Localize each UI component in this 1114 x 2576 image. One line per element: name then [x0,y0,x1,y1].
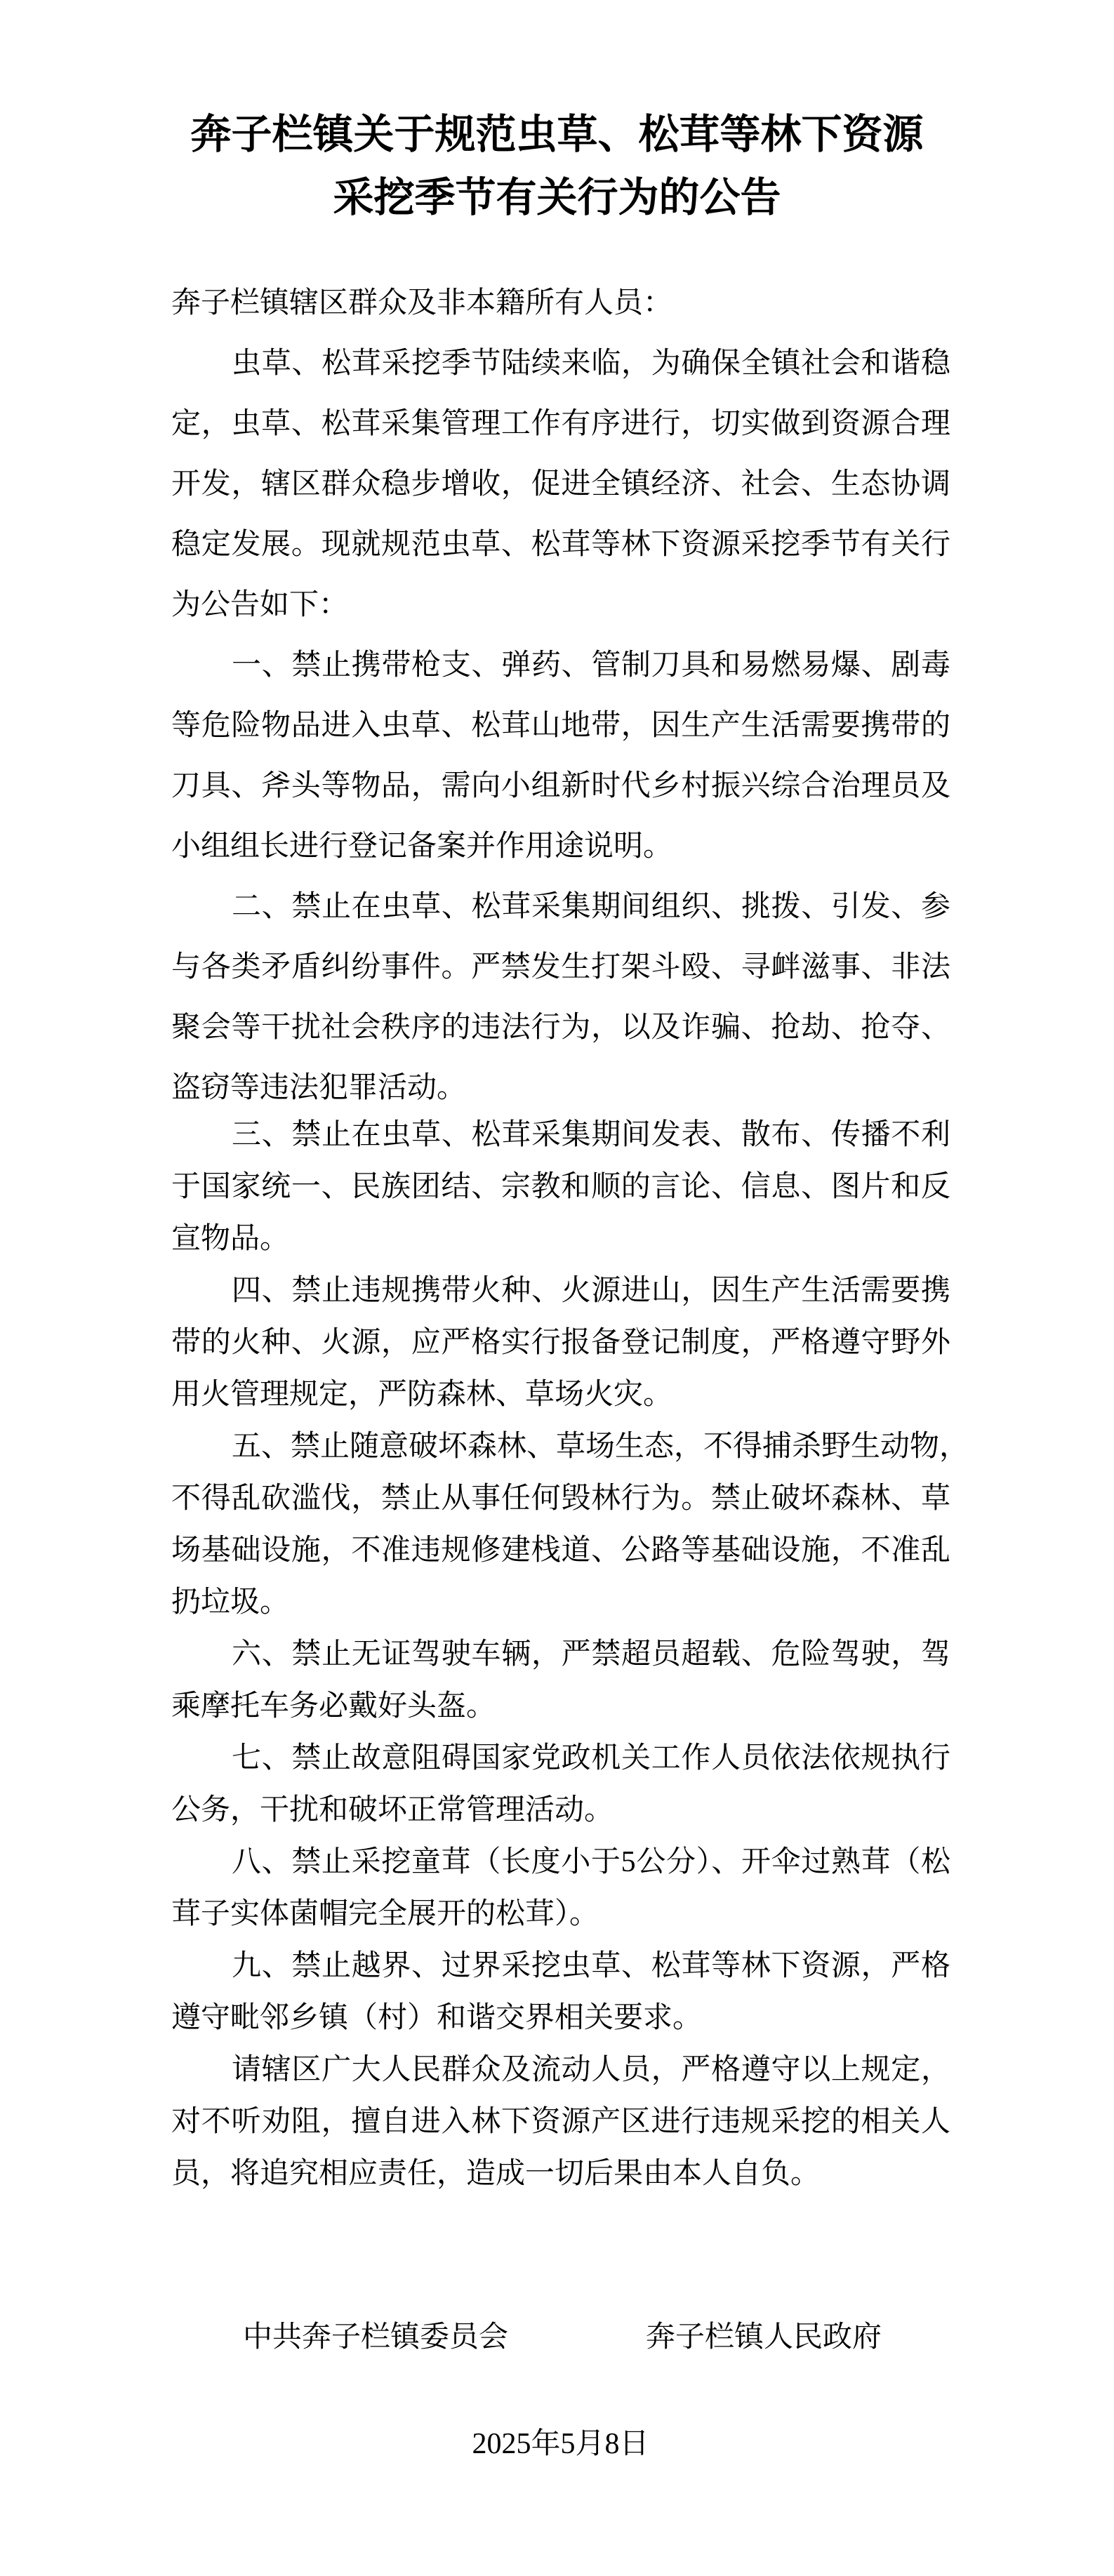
paragraph-line: 小组组长进行登记备案并作用途说明。 [171,830,673,863]
notice-date: 2025年5月8日 [472,2428,649,2460]
paragraph-line: 三、禁止在虫草、松茸采集期间发表、散布、传播不利 [232,1119,950,1151]
paragraph-line: 七、禁止故意阻碍国家党政机关工作人员依法依规执行 [232,1742,950,1774]
paragraph-line: 等危险物品进入虫草、松茸山地带，因生产生活需要携带的 [171,710,950,742]
paragraph-line: 九、禁止越界、过界采挖虫草、松茸等林下资源，严格 [232,1950,950,1982]
paragraph-line: 一、禁止携带枪支、弹药、管制刀具和易燃易爆、剧毒 [232,649,950,682]
paragraph-line: 对不听劝阻，擅自进入林下资源产区进行违规采挖的相关人 [171,2106,950,2138]
notice-body-part-2 [171,1109,969,2200]
paragraph-line: 用火管理规定，严防森林、草场火灾。 [171,1379,673,1411]
paragraph-line: 虫草、松茸采挖季节陆续来临，为确保全镇社会和谐稳 [232,347,950,380]
paragraph-line: 茸子实体菌帽完全展开的松茸）。 [171,1898,599,1930]
rule-item-3 [171,1109,950,1265]
rule-item-8 [171,1836,950,1940]
paragraph-line: 带的火种、火源，应严格实行报备登记制度，严格遵守野外 [171,1327,950,1359]
paragraph-line: 二、禁止在虫草、松茸采集期间组织、挑拨、引发、参 [232,891,950,923]
paragraph-line: 于国家统一、民族团结、宗教和顺的言论、信息、图片和反 [171,1171,950,1203]
rule-item-6 [171,1628,950,1732]
paragraph-line: 员，将追究相应责任，造成一切后果由本人自负。 [171,2158,821,2190]
paragraph-line: 五、禁止随意破坏森林、草场生态，不得捕杀野生动物， [232,1430,969,1463]
paragraph-line: 扔垃圾。 [171,1586,290,1619]
notice-title-line-2: 采挖季节有关行为的公告 [333,175,781,220]
rule-item-2 [171,877,950,1118]
paragraph-line: 乘摩托车务必戴好头盔。 [171,1690,496,1722]
closing-paragraph [171,2044,950,2200]
rule-item-7 [171,1732,950,1836]
paragraph-line: 开发，辖区群众稳步增收，促进全镇经济、社会、生态协调 [171,468,950,500]
notice-body-part-1 [171,273,950,1118]
rule-item-5 [171,1421,969,1628]
signature-government: 奔子栏镇人民政府 [646,2321,882,2353]
rule-item-9 [171,1940,950,2044]
paragraph-line: 稳定发展。现就规范虫草、松茸等林下资源采挖季节有关行 [171,529,950,561]
paragraph-line: 场基础设施，不准违规修建栈道、公路等基础设施，不准乱 [171,1534,950,1567]
paragraph-line: 公务，干扰和破坏正常管理活动。 [171,1794,614,1826]
paragraph-line: 请辖区广大人民群众及流动人员，严格遵守以上规定， [232,2054,950,2086]
paragraph-line: 定，虫草、松茸采集管理工作有序进行，切实做到资源合理 [171,408,950,440]
paragraph-line: 不得乱砍滥伐，禁止从事任何毁林行为。禁止破坏森林、草 [171,1482,950,1515]
paragraph-line: 刀具、斧头等物品，需向小组新时代乡村振兴综合治理员及 [171,770,950,802]
intro-paragraph [171,333,950,635]
paragraph-line: 与各类矛盾纠纷事件。严禁发生打架斗殴、寻衅滋事、非法 [171,951,950,983]
notice-title-line-1: 奔子栏镇关于规范虫草、松茸等林下资源 [190,112,924,157]
paragraph-line: 宣物品。 [171,1223,290,1255]
greeting: 奔子栏镇辖区群众及非本籍所有人员： [171,287,673,319]
paragraph-line: 为公告如下： [171,589,349,621]
paragraph-line: 八、禁止采挖童茸（长度小于5公分）、开伞过熟茸（松 [232,1846,950,1878]
paragraph-line: 遵守毗邻乡镇（村）和谐交界相关要求。 [171,2002,703,2034]
signature-party-committee: 中共奔子栏镇委员会 [243,2321,509,2353]
paragraph-line: 六、禁止无证驾驶车辆，严禁超员超载、危险驾驶，驾 [232,1638,950,1671]
paragraph-line: 四、禁止违规携带火种、火源进山，因生产生活需要携 [232,1275,950,1307]
rule-item-4 [171,1265,950,1421]
paragraph-line: 盗窃等违法犯罪活动。 [171,1072,467,1104]
rule-item-1 [171,635,950,877]
paragraph-line: 聚会等干扰社会秩序的违法行为，以及诈骗、抢劫、抢夺、 [171,1011,950,1044]
